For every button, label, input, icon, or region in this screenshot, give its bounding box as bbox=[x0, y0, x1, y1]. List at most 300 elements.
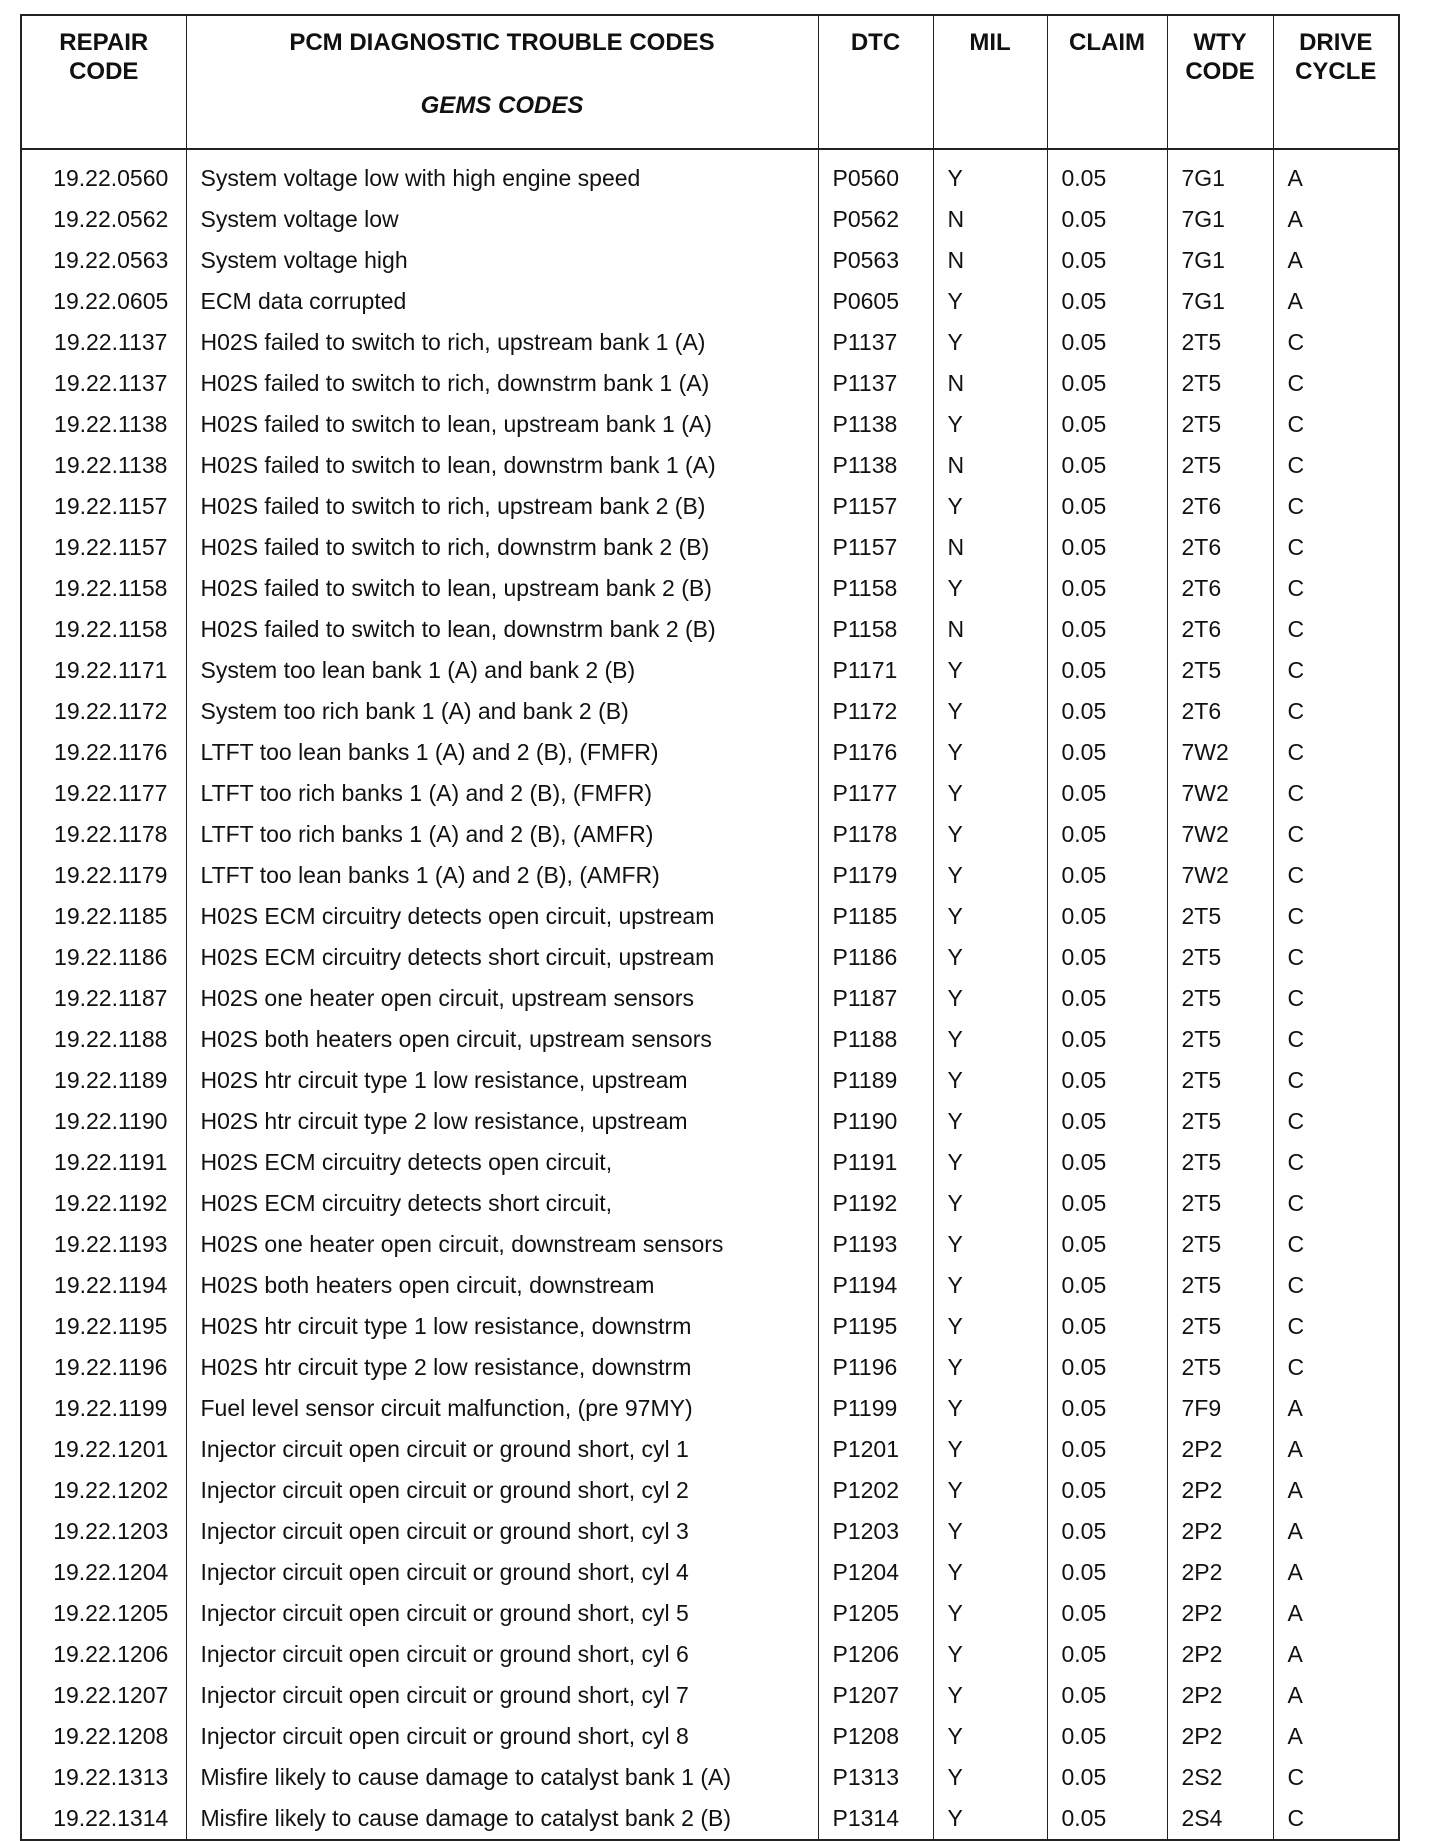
drive-cycle-cell: C bbox=[1273, 1265, 1399, 1306]
table-spacer-row bbox=[21, 149, 1399, 158]
description-cell: LTFT too rich banks 1 (A) and 2 (B), (FMFR) bbox=[186, 773, 818, 814]
dtc-cell: P0562 bbox=[818, 199, 933, 240]
claim-cell: 0.05 bbox=[1047, 773, 1167, 814]
repair-code-cell: 19.22.1208 bbox=[21, 1716, 186, 1757]
wty-code-cell: 7G1 bbox=[1167, 158, 1273, 199]
drive-cycle-cell: C bbox=[1273, 404, 1399, 445]
description-cell: Injector circuit open circuit or ground short, cyl 3 bbox=[186, 1511, 818, 1552]
dtc-cell: P1199 bbox=[818, 1388, 933, 1429]
claim-cell: 0.05 bbox=[1047, 527, 1167, 568]
dtc-cell: P0560 bbox=[818, 158, 933, 199]
description-cell: H02S htr circuit type 1 low resistance, upstream bbox=[186, 1060, 818, 1101]
table-row bbox=[21, 1552, 1399, 1593]
dtc-cell: P1191 bbox=[818, 1142, 933, 1183]
dtc-cell: P1179 bbox=[818, 855, 933, 896]
claim-cell: 0.05 bbox=[1047, 568, 1167, 609]
drive-cycle-cell: C bbox=[1273, 1347, 1399, 1388]
claim-cell: 0.05 bbox=[1047, 199, 1167, 240]
spacer-cell bbox=[1273, 149, 1399, 158]
drive-cycle-cell: A bbox=[1273, 1593, 1399, 1634]
drive-cycle-cell: C bbox=[1273, 773, 1399, 814]
drive-cycle-cell: A bbox=[1273, 1429, 1399, 1470]
drive-cycle-cell: C bbox=[1273, 896, 1399, 937]
mil-cell: Y bbox=[933, 650, 1047, 691]
dtc-cell: P1203 bbox=[818, 1511, 933, 1552]
drive-cycle-cell: A bbox=[1273, 1511, 1399, 1552]
header-description bbox=[186, 15, 818, 149]
spacer-cell bbox=[1047, 149, 1167, 158]
wty-code-cell: 2P2 bbox=[1167, 1716, 1273, 1757]
claim-cell: 0.05 bbox=[1047, 158, 1167, 199]
header-dtc-label: DTC bbox=[850, 29, 901, 56]
repair-code-cell: 19.22.1207 bbox=[21, 1675, 186, 1716]
spacer-cell bbox=[186, 149, 818, 158]
description-cell: System voltage high bbox=[186, 240, 818, 281]
description-cell: Injector circuit open circuit or ground short, cyl 6 bbox=[186, 1634, 818, 1675]
table-row bbox=[21, 1060, 1399, 1101]
header-dtc bbox=[818, 15, 933, 149]
drive-cycle-cell: A bbox=[1273, 281, 1399, 322]
table-row bbox=[21, 650, 1399, 691]
drive-cycle-cell: C bbox=[1273, 1019, 1399, 1060]
wty-code-cell: 7F9 bbox=[1167, 1388, 1273, 1429]
table-row bbox=[21, 158, 1399, 199]
mil-cell: Y bbox=[933, 937, 1047, 978]
description-cell: LTFT too lean banks 1 (A) and 2 (B), (FMFR) bbox=[186, 732, 818, 773]
wty-code-cell: 7W2 bbox=[1167, 732, 1273, 773]
description-cell: H02S one heater open circuit, downstream sensors bbox=[186, 1224, 818, 1265]
table-row bbox=[21, 855, 1399, 896]
drive-cycle-cell: A bbox=[1273, 240, 1399, 281]
wty-code-cell: 7G1 bbox=[1167, 281, 1273, 322]
mil-cell: Y bbox=[933, 1388, 1047, 1429]
mil-cell: Y bbox=[933, 486, 1047, 527]
dtc-cell: P1201 bbox=[818, 1429, 933, 1470]
description-cell: H02S htr circuit type 2 low resistance, downstrm bbox=[186, 1347, 818, 1388]
drive-cycle-cell: C bbox=[1273, 855, 1399, 896]
claim-cell: 0.05 bbox=[1047, 1265, 1167, 1306]
drive-cycle-cell: C bbox=[1273, 445, 1399, 486]
header-description-subtitle: GEMS CODES bbox=[420, 92, 584, 119]
dtc-table bbox=[20, 14, 1400, 1841]
claim-cell: 0.05 bbox=[1047, 1429, 1167, 1470]
mil-cell: Y bbox=[933, 1716, 1047, 1757]
wty-code-cell: 2S4 bbox=[1167, 1798, 1273, 1840]
description-cell: H02S failed to switch to rich, upstream bank 1 (A) bbox=[186, 322, 818, 363]
mil-cell: Y bbox=[933, 732, 1047, 773]
drive-cycle-cell: A bbox=[1273, 199, 1399, 240]
description-cell: Injector circuit open circuit or ground short, cyl 1 bbox=[186, 1429, 818, 1470]
claim-cell: 0.05 bbox=[1047, 1183, 1167, 1224]
dtc-cell: P0563 bbox=[818, 240, 933, 281]
table-row bbox=[21, 568, 1399, 609]
description-cell: Injector circuit open circuit or ground short, cyl 2 bbox=[186, 1470, 818, 1511]
dtc-cell: P1208 bbox=[818, 1716, 933, 1757]
table-row bbox=[21, 896, 1399, 937]
claim-cell: 0.05 bbox=[1047, 1757, 1167, 1798]
header-drive-cycle-line1: DRIVE bbox=[1299, 29, 1373, 56]
claim-cell: 0.05 bbox=[1047, 1675, 1167, 1716]
header-repair-code bbox=[21, 15, 186, 149]
mil-cell: N bbox=[933, 199, 1047, 240]
table-row bbox=[21, 773, 1399, 814]
description-cell: Injector circuit open circuit or ground short, cyl 7 bbox=[186, 1675, 818, 1716]
table-row bbox=[21, 322, 1399, 363]
wty-code-cell: 7W2 bbox=[1167, 855, 1273, 896]
table-row bbox=[21, 281, 1399, 322]
wty-code-cell: 2T5 bbox=[1167, 1019, 1273, 1060]
drive-cycle-cell: C bbox=[1273, 691, 1399, 732]
spacer-cell bbox=[1167, 149, 1273, 158]
drive-cycle-cell: C bbox=[1273, 1101, 1399, 1142]
dtc-cell: P1313 bbox=[818, 1757, 933, 1798]
description-cell: H02S failed to switch to rich, downstrm bank 2 (B) bbox=[186, 527, 818, 568]
dtc-cell: P1171 bbox=[818, 650, 933, 691]
dtc-cell: P1176 bbox=[818, 732, 933, 773]
claim-cell: 0.05 bbox=[1047, 1060, 1167, 1101]
description-cell: Misfire likely to cause damage to catalyst bank 1 (A) bbox=[186, 1757, 818, 1798]
claim-cell: 0.05 bbox=[1047, 855, 1167, 896]
table-row bbox=[21, 1388, 1399, 1429]
drive-cycle-cell: C bbox=[1273, 1757, 1399, 1798]
description-cell: ECM data corrupted bbox=[186, 281, 818, 322]
drive-cycle-cell: C bbox=[1273, 1224, 1399, 1265]
drive-cycle-cell: A bbox=[1273, 1675, 1399, 1716]
mil-cell: Y bbox=[933, 158, 1047, 199]
repair-code-cell: 19.22.1186 bbox=[21, 937, 186, 978]
mil-cell: Y bbox=[933, 1224, 1047, 1265]
mil-cell: Y bbox=[933, 896, 1047, 937]
mil-cell: N bbox=[933, 240, 1047, 281]
mil-cell: Y bbox=[933, 1798, 1047, 1840]
drive-cycle-cell: C bbox=[1273, 1306, 1399, 1347]
description-cell: H02S ECM circuitry detects short circuit, upstream bbox=[186, 937, 818, 978]
dtc-cell: P1189 bbox=[818, 1060, 933, 1101]
wty-code-cell: 2P2 bbox=[1167, 1429, 1273, 1470]
table-row bbox=[21, 527, 1399, 568]
claim-cell: 0.05 bbox=[1047, 896, 1167, 937]
wty-code-cell: 2T5 bbox=[1167, 1347, 1273, 1388]
claim-cell: 0.05 bbox=[1047, 1306, 1167, 1347]
description-cell: H02S ECM circuitry detects open circuit, upstream bbox=[186, 896, 818, 937]
dtc-cell: P1193 bbox=[818, 1224, 933, 1265]
mil-cell: Y bbox=[933, 1511, 1047, 1552]
table-row bbox=[21, 240, 1399, 281]
repair-code-cell: 19.22.1157 bbox=[21, 527, 186, 568]
claim-cell: 0.05 bbox=[1047, 1224, 1167, 1265]
repair-code-cell: 19.22.0563 bbox=[21, 240, 186, 281]
dtc-cell: P0605 bbox=[818, 281, 933, 322]
drive-cycle-cell: C bbox=[1273, 1798, 1399, 1840]
drive-cycle-cell: C bbox=[1273, 527, 1399, 568]
repair-code-cell: 19.22.1192 bbox=[21, 1183, 186, 1224]
table-row bbox=[21, 1757, 1399, 1798]
mil-cell: Y bbox=[933, 814, 1047, 855]
repair-code-cell: 19.22.1193 bbox=[21, 1224, 186, 1265]
repair-code-cell: 19.22.1195 bbox=[21, 1306, 186, 1347]
wty-code-cell: 2T5 bbox=[1167, 978, 1273, 1019]
description-cell: LTFT too lean banks 1 (A) and 2 (B), (AMFR) bbox=[186, 855, 818, 896]
description-cell: H02S htr circuit type 1 low resistance, downstrm bbox=[186, 1306, 818, 1347]
repair-code-cell: 19.22.1137 bbox=[21, 363, 186, 404]
table-header bbox=[21, 15, 1399, 149]
repair-code-cell: 19.22.1158 bbox=[21, 609, 186, 650]
wty-code-cell: 2T6 bbox=[1167, 691, 1273, 732]
mil-cell: Y bbox=[933, 1019, 1047, 1060]
header-description-title: PCM DIAGNOSTIC TROUBLE CODES bbox=[289, 29, 715, 56]
dtc-cell: P1202 bbox=[818, 1470, 933, 1511]
drive-cycle-cell: A bbox=[1273, 158, 1399, 199]
dtc-cell: P1186 bbox=[818, 937, 933, 978]
table-row bbox=[21, 1183, 1399, 1224]
wty-code-cell: 2T5 bbox=[1167, 404, 1273, 445]
repair-code-cell: 19.22.1205 bbox=[21, 1593, 186, 1634]
wty-code-cell: 2T5 bbox=[1167, 1142, 1273, 1183]
wty-code-cell: 2T5 bbox=[1167, 896, 1273, 937]
description-cell: H02S failed to switch to lean, downstrm bank 1 (A) bbox=[186, 445, 818, 486]
drive-cycle-cell: C bbox=[1273, 937, 1399, 978]
mil-cell: Y bbox=[933, 1429, 1047, 1470]
claim-cell: 0.05 bbox=[1047, 1142, 1167, 1183]
wty-code-cell: 2T5 bbox=[1167, 445, 1273, 486]
description-cell: Misfire likely to cause damage to catalyst bank 2 (B) bbox=[186, 1798, 818, 1840]
claim-cell: 0.05 bbox=[1047, 1634, 1167, 1675]
claim-cell: 0.05 bbox=[1047, 404, 1167, 445]
wty-code-cell: 2T5 bbox=[1167, 322, 1273, 363]
dtc-cell: P1158 bbox=[818, 568, 933, 609]
claim-cell: 0.05 bbox=[1047, 1552, 1167, 1593]
repair-code-cell: 19.22.1190 bbox=[21, 1101, 186, 1142]
table-body bbox=[21, 149, 1399, 1840]
mil-cell: Y bbox=[933, 1757, 1047, 1798]
table-row bbox=[21, 732, 1399, 773]
claim-cell: 0.05 bbox=[1047, 978, 1167, 1019]
mil-cell: Y bbox=[933, 855, 1047, 896]
table-row bbox=[21, 1593, 1399, 1634]
mil-cell: Y bbox=[933, 1306, 1047, 1347]
repair-code-cell: 19.22.1137 bbox=[21, 322, 186, 363]
repair-code-cell: 19.22.1158 bbox=[21, 568, 186, 609]
description-cell: Injector circuit open circuit or ground short, cyl 8 bbox=[186, 1716, 818, 1757]
dtc-cell: P1207 bbox=[818, 1675, 933, 1716]
mil-cell: Y bbox=[933, 773, 1047, 814]
repair-code-cell: 19.22.1188 bbox=[21, 1019, 186, 1060]
table-row bbox=[21, 1470, 1399, 1511]
drive-cycle-cell: A bbox=[1273, 1552, 1399, 1593]
dtc-cell: P1194 bbox=[818, 1265, 933, 1306]
dtc-cell: P1195 bbox=[818, 1306, 933, 1347]
claim-cell: 0.05 bbox=[1047, 1470, 1167, 1511]
dtc-cell: P1188 bbox=[818, 1019, 933, 1060]
table-row bbox=[21, 691, 1399, 732]
mil-cell: Y bbox=[933, 281, 1047, 322]
header-repair-code-line2: CODE bbox=[69, 58, 139, 85]
wty-code-cell: 2P2 bbox=[1167, 1634, 1273, 1675]
dtc-cell: P1206 bbox=[818, 1634, 933, 1675]
repair-code-cell: 19.22.1201 bbox=[21, 1429, 186, 1470]
dtc-cell: P1172 bbox=[818, 691, 933, 732]
mil-cell: Y bbox=[933, 1101, 1047, 1142]
repair-code-cell: 19.22.1177 bbox=[21, 773, 186, 814]
claim-cell: 0.05 bbox=[1047, 1716, 1167, 1757]
wty-code-cell: 2T6 bbox=[1167, 568, 1273, 609]
dtc-cell: P1190 bbox=[818, 1101, 933, 1142]
mil-cell: Y bbox=[933, 1347, 1047, 1388]
wty-code-cell: 7W2 bbox=[1167, 773, 1273, 814]
description-cell: System voltage low with high engine speed bbox=[186, 158, 818, 199]
repair-code-cell: 19.22.0562 bbox=[21, 199, 186, 240]
mil-cell: Y bbox=[933, 1593, 1047, 1634]
spacer-cell bbox=[818, 149, 933, 158]
mil-cell: Y bbox=[933, 1060, 1047, 1101]
claim-cell: 0.05 bbox=[1047, 445, 1167, 486]
repair-code-cell: 19.22.1196 bbox=[21, 1347, 186, 1388]
repair-code-cell: 19.22.1199 bbox=[21, 1388, 186, 1429]
mil-cell: Y bbox=[933, 568, 1047, 609]
dtc-cell: P1157 bbox=[818, 486, 933, 527]
table-row bbox=[21, 363, 1399, 404]
repair-code-cell: 19.22.1194 bbox=[21, 1265, 186, 1306]
description-cell: H02S failed to switch to lean, downstrm bank 2 (B) bbox=[186, 609, 818, 650]
wty-code-cell: 2T5 bbox=[1167, 1306, 1273, 1347]
description-cell: H02S both heaters open circuit, downstream bbox=[186, 1265, 818, 1306]
table-row bbox=[21, 937, 1399, 978]
claim-cell: 0.05 bbox=[1047, 1019, 1167, 1060]
mil-cell: Y bbox=[933, 322, 1047, 363]
repair-code-cell: 19.22.1204 bbox=[21, 1552, 186, 1593]
claim-cell: 0.05 bbox=[1047, 1593, 1167, 1634]
table-row bbox=[21, 1716, 1399, 1757]
wty-code-cell: 2T5 bbox=[1167, 650, 1273, 691]
description-cell: H02S failed to switch to rich, downstrm bank 1 (A) bbox=[186, 363, 818, 404]
table-row bbox=[21, 1142, 1399, 1183]
repair-code-cell: 19.22.1313 bbox=[21, 1757, 186, 1798]
mil-cell: Y bbox=[933, 691, 1047, 732]
mil-cell: Y bbox=[933, 1634, 1047, 1675]
claim-cell: 0.05 bbox=[1047, 937, 1167, 978]
table-row bbox=[21, 1101, 1399, 1142]
mil-cell: N bbox=[933, 609, 1047, 650]
table-row bbox=[21, 486, 1399, 527]
claim-cell: 0.05 bbox=[1047, 1798, 1167, 1840]
header-wty-code bbox=[1167, 15, 1273, 149]
description-cell: Injector circuit open circuit or ground short, cyl 4 bbox=[186, 1552, 818, 1593]
dtc-cell: P1137 bbox=[818, 363, 933, 404]
wty-code-cell: 2T6 bbox=[1167, 609, 1273, 650]
drive-cycle-cell: C bbox=[1273, 814, 1399, 855]
wty-code-cell: 7G1 bbox=[1167, 240, 1273, 281]
table-row bbox=[21, 1306, 1399, 1347]
dtc-cell: P1158 bbox=[818, 609, 933, 650]
wty-code-cell: 2T6 bbox=[1167, 527, 1273, 568]
mil-cell: Y bbox=[933, 1142, 1047, 1183]
wty-code-cell: 2P2 bbox=[1167, 1552, 1273, 1593]
mil-cell: Y bbox=[933, 404, 1047, 445]
drive-cycle-cell: A bbox=[1273, 1716, 1399, 1757]
drive-cycle-cell: C bbox=[1273, 978, 1399, 1019]
wty-code-cell: 2T5 bbox=[1167, 937, 1273, 978]
header-drive-cycle-line2: CYCLE bbox=[1295, 58, 1377, 85]
table-row bbox=[21, 1347, 1399, 1388]
description-cell: System too lean bank 1 (A) and bank 2 (B) bbox=[186, 650, 818, 691]
table-row bbox=[21, 609, 1399, 650]
dtc-cell: P1196 bbox=[818, 1347, 933, 1388]
drive-cycle-cell: C bbox=[1273, 322, 1399, 363]
repair-code-cell: 19.22.1171 bbox=[21, 650, 186, 691]
table-row bbox=[21, 1265, 1399, 1306]
dtc-cell: P1138 bbox=[818, 404, 933, 445]
drive-cycle-cell: C bbox=[1273, 1060, 1399, 1101]
repair-code-cell: 19.22.1157 bbox=[21, 486, 186, 527]
dtc-cell: P1187 bbox=[818, 978, 933, 1019]
claim-cell: 0.05 bbox=[1047, 281, 1167, 322]
claim-cell: 0.05 bbox=[1047, 650, 1167, 691]
dtc-cell: P1314 bbox=[818, 1798, 933, 1840]
header-mil-label: MIL bbox=[969, 29, 1011, 56]
dtc-cell: P1138 bbox=[818, 445, 933, 486]
mil-cell: Y bbox=[933, 1675, 1047, 1716]
repair-code-cell: 19.22.1189 bbox=[21, 1060, 186, 1101]
header-wty-code-line2: CODE bbox=[1185, 58, 1255, 85]
repair-code-cell: 19.22.1206 bbox=[21, 1634, 186, 1675]
dtc-cell: P1178 bbox=[818, 814, 933, 855]
repair-code-cell: 19.22.1185 bbox=[21, 896, 186, 937]
table-row bbox=[21, 814, 1399, 855]
header-drive-cycle bbox=[1273, 15, 1399, 149]
table-row bbox=[21, 978, 1399, 1019]
drive-cycle-cell: C bbox=[1273, 568, 1399, 609]
claim-cell: 0.05 bbox=[1047, 609, 1167, 650]
wty-code-cell: 2T5 bbox=[1167, 363, 1273, 404]
table-row bbox=[21, 1019, 1399, 1060]
drive-cycle-cell: A bbox=[1273, 1470, 1399, 1511]
drive-cycle-cell: C bbox=[1273, 363, 1399, 404]
claim-cell: 0.05 bbox=[1047, 1347, 1167, 1388]
claim-cell: 0.05 bbox=[1047, 486, 1167, 527]
dtc-cell: P1185 bbox=[818, 896, 933, 937]
repair-code-cell: 19.22.1314 bbox=[21, 1798, 186, 1840]
dtc-cell: P1177 bbox=[818, 773, 933, 814]
header-repair-code-line1: REPAIR bbox=[59, 29, 149, 56]
wty-code-cell: 2P2 bbox=[1167, 1511, 1273, 1552]
drive-cycle-cell: A bbox=[1273, 1388, 1399, 1429]
repair-code-cell: 19.22.1138 bbox=[21, 404, 186, 445]
repair-code-cell: 19.22.0605 bbox=[21, 281, 186, 322]
wty-code-cell: 2T5 bbox=[1167, 1224, 1273, 1265]
repair-code-cell: 19.22.1179 bbox=[21, 855, 186, 896]
description-cell: H02S htr circuit type 2 low resistance, upstream bbox=[186, 1101, 818, 1142]
claim-cell: 0.05 bbox=[1047, 322, 1167, 363]
table-row bbox=[21, 445, 1399, 486]
table-row bbox=[21, 1511, 1399, 1552]
mil-cell: N bbox=[933, 445, 1047, 486]
wty-code-cell: 2P2 bbox=[1167, 1593, 1273, 1634]
wty-code-cell: 2S2 bbox=[1167, 1757, 1273, 1798]
dtc-cell: P1137 bbox=[818, 322, 933, 363]
description-cell: System voltage low bbox=[186, 199, 818, 240]
table-row bbox=[21, 1798, 1399, 1840]
spacer-cell bbox=[21, 149, 186, 158]
table-row bbox=[21, 1675, 1399, 1716]
dtc-cell: P1192 bbox=[818, 1183, 933, 1224]
drive-cycle-cell: C bbox=[1273, 1142, 1399, 1183]
mil-cell: Y bbox=[933, 1470, 1047, 1511]
header-claim bbox=[1047, 15, 1167, 149]
description-cell: H02S both heaters open circuit, upstream sensors bbox=[186, 1019, 818, 1060]
claim-cell: 0.05 bbox=[1047, 732, 1167, 773]
claim-cell: 0.05 bbox=[1047, 1388, 1167, 1429]
wty-code-cell: 7G1 bbox=[1167, 199, 1273, 240]
